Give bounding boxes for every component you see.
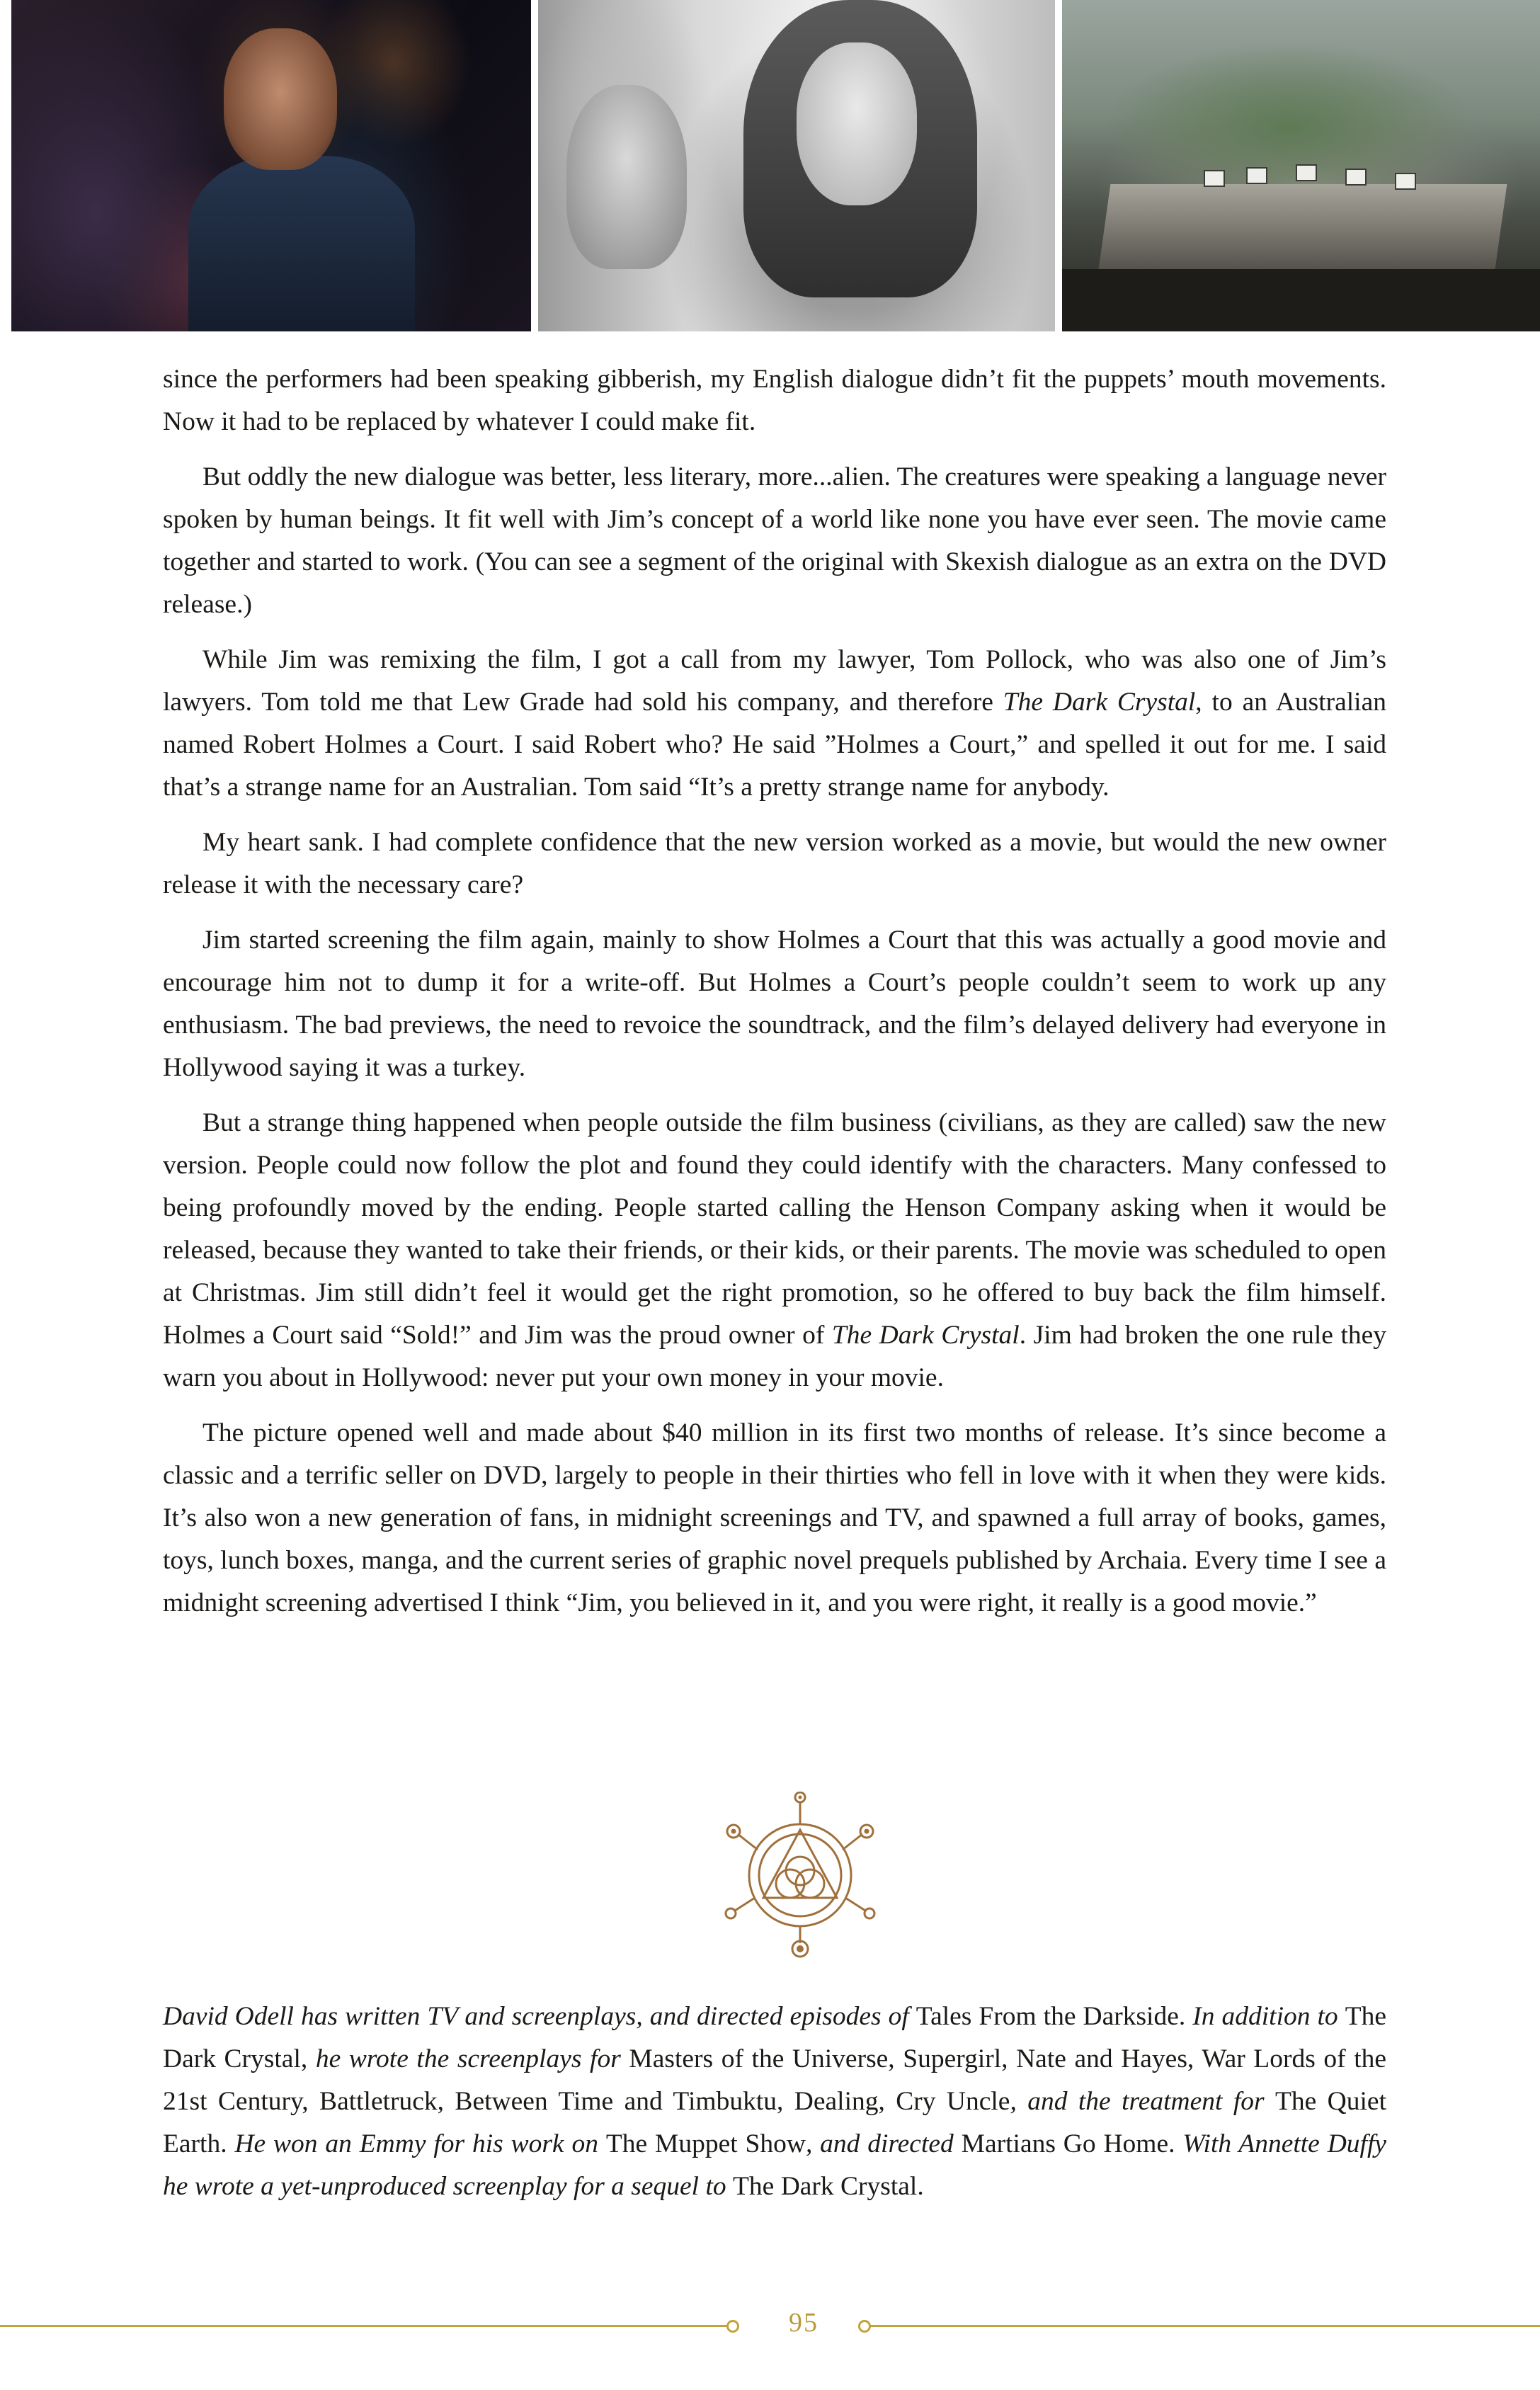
body-paragraph: The picture opened well and made about $40 million in its first two months of release. It’s since become a classic and a terrific seller on DVD, largely to people in their thirties who fell in love with it when they were kids. It’s also won a new generation of fans, in midnight screenings and TV, and spawned a full array of books, games, toys, lunch boxes, manga, and the current series of graphic novel prequels published by Archaia. Every time I see a midnight screening advertised I think “Jim, you believed in it, and you were right, it really is a good movie.” [163, 1418, 1386, 1617]
author-bio [163, 1996, 1386, 2208]
body-paragraph: But a strange thing happened when people outside the film business (civilians, as they are called) saw the new version. People could now follow the plot and found they could identify with the characters. Many confessed to being profoundly moved by the ending. People started calling the Henson Company asking when it would be released, because they wanted to take their friends, or their kids, or their parents. The movie was scheduled to open at Christmas. Jim still didn’t feel it would get the right promotion, so he offered to buy back the film himself. Holmes a Court said “Sold!” and Jim was the proud owner of The Dark Crystal. Jim had broken the one rule they warn you about in Hollywood: never put your own money in your movie. [163, 1108, 1387, 1392]
photo-set-light [1296, 164, 1317, 181]
body-paragraph: My heart sank. I had complete confidence that the new version worked as a movie, but would the new owner release it with the necessary care? [163, 828, 1386, 899]
body-paragraph: since the performers had been speaking gibberish, my English dialogue didn’t fit the puppets’ mouth movements. Now it had to be replaced by whatever I could make fit. [163, 365, 1386, 436]
page-number: 95 [789, 2308, 819, 2338]
photo-set-light [1204, 170, 1225, 187]
bio-text: , and directed [805, 2129, 962, 2158]
bio-text: In addition to [1192, 2002, 1345, 2031]
bio-work-title: , [300, 2044, 316, 2073]
body-paragraph: But oddly the new dialogue was better, less literary, more...alien. The creatures were speaking a language never spoken by human beings. It fit well with Jim’s concept of a world like none you have ever seen. The movie came together and started to work. (You can see a segment of the original with Skexish dialogue as an extra on the DVD release.) [163, 462, 1386, 619]
photo-set-light [1395, 173, 1416, 190]
film-title: The Dark Crystal [831, 1321, 1020, 1350]
bio-work-title: . [1178, 2002, 1193, 2031]
bio-work-title: Masters of the Universe, Supergirl, Nate and Hayes, War Lords of the 21st Century, Battletruck, Between Time and Timbuktu, Dealing, Cry Uncle [163, 2044, 1387, 2116]
dark-crystal-emblem-icon [722, 1792, 878, 1962]
photo-figure-jacket [188, 156, 415, 331]
photo-set-stage [1099, 184, 1507, 269]
bio-work-title: The Muppet Show [605, 2129, 806, 2158]
bio-text: , and the treatment for [1010, 2087, 1275, 2116]
bio-work-title: Martians Go Home [961, 2129, 1169, 2158]
bio-work-title: . [220, 2129, 235, 2158]
bio-text: He won an Emmy for his work on [234, 2129, 606, 2158]
bio-work-title: The Dark Crystal [733, 2172, 918, 2201]
bio-text: David Odell has written TV and screenplays, and directed episodes of [163, 2002, 916, 2031]
footer-rule-left [0, 2325, 731, 2327]
photo-figure-face [797, 42, 917, 205]
bio-work-title: . [917, 2172, 924, 2201]
photo-set-floor [1062, 269, 1540, 331]
photo-puppet [566, 85, 687, 269]
bio-work-title: . [1168, 2129, 1183, 2158]
bio-work-title: Tales From the Darkside [916, 2002, 1179, 2031]
photo-puppeteer-with-creature [11, 0, 531, 331]
film-title: The Dark Crystal [1003, 688, 1196, 717]
bio-work-title: The Dark Crystal [163, 2002, 1387, 2073]
photo-figure-face [224, 28, 337, 170]
photo-woman-with-puppet [538, 0, 1055, 331]
bio-text: With Annette Duffy he wrote a yet-unproduced screenplay for a sequel to [163, 2129, 1387, 2201]
footer-ornament-dot [726, 2320, 739, 2333]
photo-set-light [1345, 169, 1367, 186]
photo-film-set [1062, 0, 1540, 331]
bio-text: he wrote the screenplays for [315, 2044, 629, 2073]
article-body [163, 358, 1386, 1624]
bio-work-title: The Quiet Earth [163, 2087, 1386, 2158]
photo-set-light [1246, 167, 1267, 184]
body-paragraph: Jim started screening the film again, mainly to show Holmes a Court that this was actually a good movie and encourage him not to dump it for a write-off. But Holmes a Court’s people couldn’t seem to work up any enthusiasm. The bad previews, the need to revoice the soundtrack, and the film’s delayed delivery had everyone in Hollywood saying it was a turkey. [163, 926, 1386, 1082]
body-paragraph: While Jim was remixing the film, I got a call from my lawyer, Tom Pollock, who was also one of Jim’s lawyers. Tom told me that Lew Grade had sold his company, and therefore The Dark Crystal, to an Australian named Robert Holmes a Court. I said Robert who? He said ”Holmes a Court,” and spelled it out for me. I said that’s a strange name for an Australian. Tom said “It’s a pretty strange name for anybody. [163, 645, 1386, 802]
footer-rule-right [869, 2325, 1540, 2327]
